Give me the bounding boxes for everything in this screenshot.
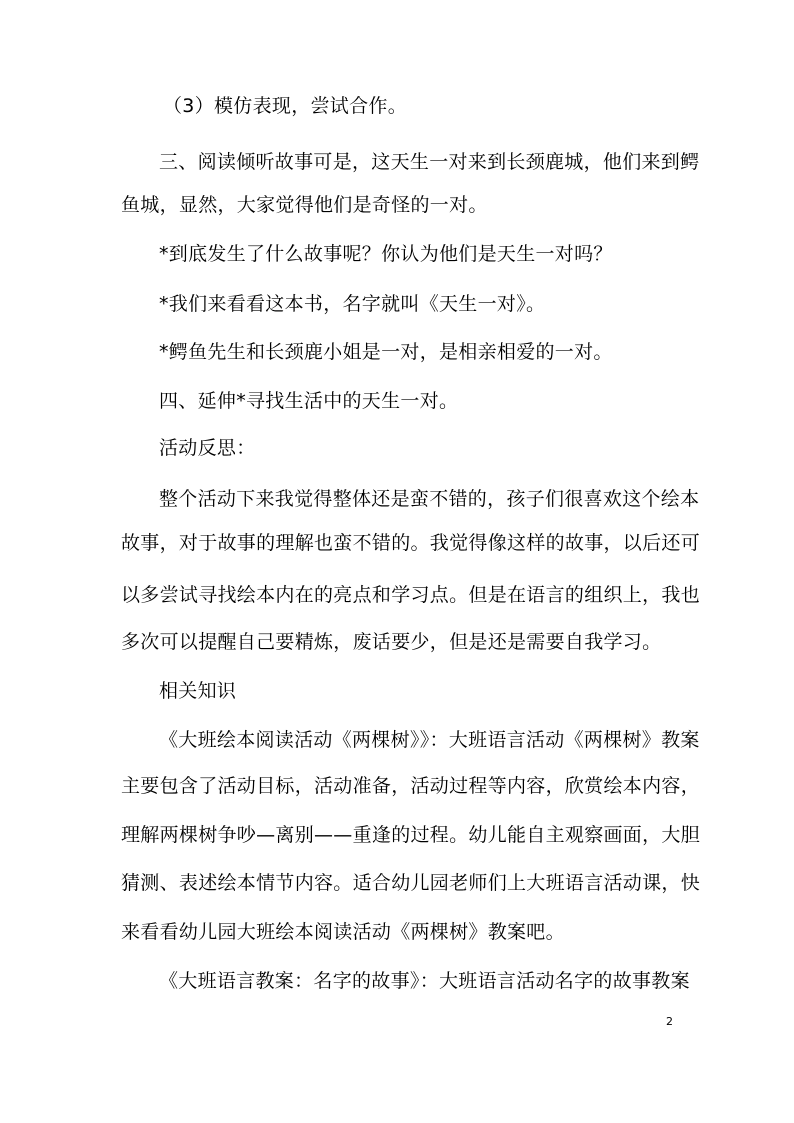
text-line: 《大班绘本阅读活动《两棵树》》：大班语言活动《两棵树》教案 [159, 729, 700, 751]
text-line: 理解两棵树争吵—离别——重逢的过程。幼儿能自主观察画面，大胆 [121, 824, 701, 846]
text-line: 活动反思： [159, 437, 256, 459]
text-line: 多次可以提醒自己要精炼，废话要少，但是还是需要自我学习。 [121, 631, 662, 653]
text-line: *鳄鱼先生和长颈鹿小姐是一对，是相亲相爱的一对。 [159, 341, 613, 363]
text-line: 以多尝试寻找绘本内在的亮点和学习点。但是在语言的组织上，我也 [121, 584, 701, 606]
text-line: 相关知识 [159, 680, 237, 702]
text-line: 来看看幼儿园大班绘本阅读活动《两棵树》教案吧。 [121, 921, 565, 943]
page-number: 2 [666, 1015, 673, 1028]
text-line: *我们来看看这本书，名字就叫《天生一对》。 [159, 293, 546, 315]
text-line: 整个活动下来我觉得整体还是蛮不错的，孩子们很喜欢这个绘本 [159, 488, 700, 510]
text-line: （3）模仿表现，尝试合作。 [163, 95, 407, 117]
text-line: 鱼城，显然，大家觉得他们是奇怪的一对。 [121, 194, 488, 216]
text-line: 《大班语言教案：名字的故事》：大班语言活动名字的故事教案 [159, 970, 690, 992]
text-line: 猜测、表述绘本情节内容。适合幼儿园老师们上大班语言活动课，快 [121, 872, 701, 894]
text-line: 主要包含了活动目标，活动准备，活动过程等内容，欣赏绘本内容， [121, 775, 701, 797]
text-line: 三、阅读倾听故事可是，这天生一对来到长颈鹿城，他们来到鳄 [159, 151, 700, 173]
text-line: *到底发生了什么故事呢？你认为他们是天生一对吗？ [159, 243, 613, 265]
text-line: 四、延伸*寻找生活中的天生一对。 [159, 390, 459, 412]
text-line: 故事，对于故事的理解也蛮不错的。我觉得像这样的故事，以后还可 [121, 532, 701, 554]
